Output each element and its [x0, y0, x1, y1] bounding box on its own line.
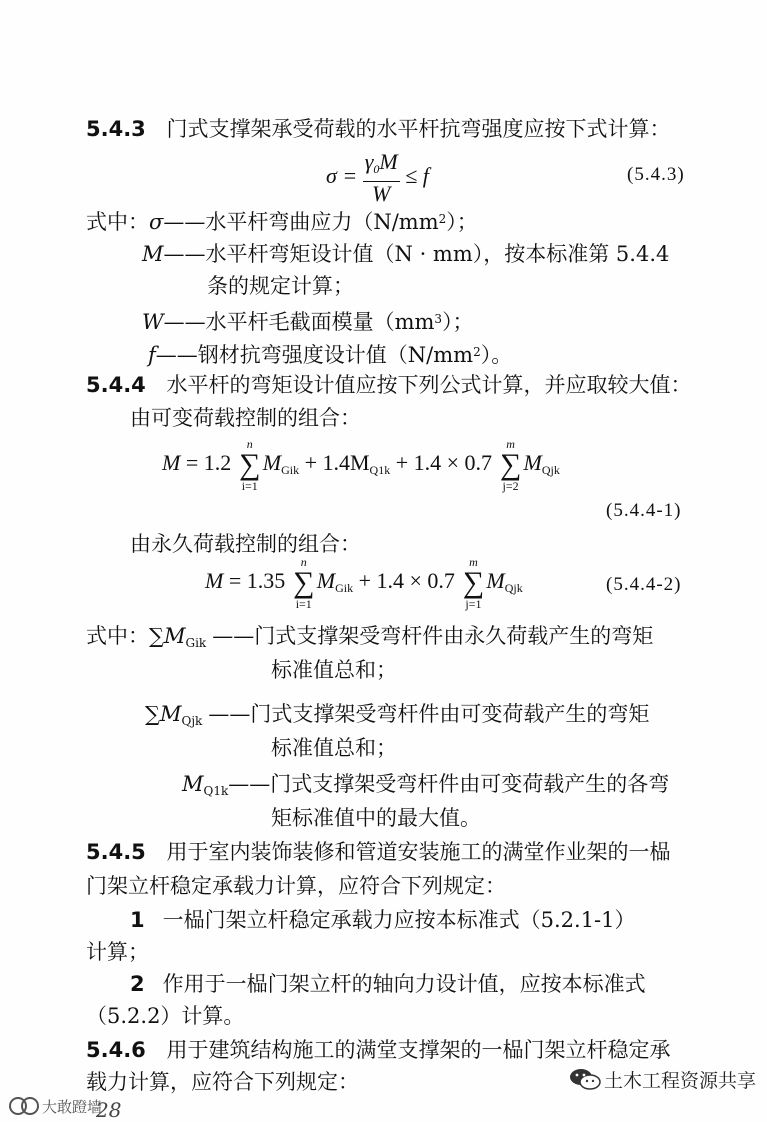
def-MQ1k-cont: 矩标准值中的最大值。 — [271, 806, 481, 830]
equation-number: (5.4.3) — [627, 164, 685, 185]
fraction: $\frac{\gamma_0M}{W}$ — [364, 149, 398, 206]
def-M-cont: 条的规定计算； — [207, 274, 354, 298]
def-sum-MGik-cont: 标准值总和； — [271, 658, 397, 682]
def-f: f——钢材抗弯强度设计值$(N/mm^2)$。 — [148, 343, 513, 367]
permanent-combo-intro: 由永久荷载控制的组合： — [130, 532, 361, 556]
section-text: 用于室内装饰装修和管道安装施工的满堂作业架的一榀 — [166, 840, 671, 864]
def-sum-MGik: 式中：$\sum M_{Gik}$ ——门式支撑架受弯杆件由永久荷载产生的弯矩 — [86, 624, 654, 650]
equation-5-4-4-2: M = 1.35 n ∑ i=1 $M_{Gik} + 1.4 \times 0.7$ m ∑ j=1 $M_{Qjk}$ — [205, 555, 523, 611]
section-number: 5.4.6 — [86, 1038, 146, 1062]
def-W: W——水平杆毛截面模量$(mm^3)$； — [142, 310, 474, 334]
section-5-4-6-line2: 载力计算，应符合下列规定： — [86, 1070, 359, 1094]
variable-combo-intro: 由可变荷载控制的组合： — [130, 406, 361, 430]
section-text: 水平杆的弯矩设计值应按下列公式计算，并应取较大值： — [166, 373, 692, 397]
item-1: 1 一榀门架立杆稳定承载力应按本标准式（5.2.1-1） — [130, 908, 636, 932]
sum-symbol: n ∑ i=1 — [293, 555, 315, 611]
equation-5-4-3: σ = $\frac{\gamma_0M}{W}$ ≤ f — [326, 149, 429, 206]
sum-symbol: m ∑ j=1 — [462, 555, 485, 611]
def-sum-MQjk-cont: 标准值总和； — [271, 736, 397, 760]
section-5-4-4-heading — [86, 371, 691, 399]
equation-5-4-4-1: M = 1.2 n ∑ i=1 $M_{Gik} + 1.4M_{Q1k} + 1.4 \times 0.7$ m ∑ j=2 $M_{Qjk}$ — [162, 437, 560, 493]
section-number: 5.4.3 — [86, 117, 146, 141]
section-number: 5.4.4 — [86, 373, 146, 397]
watermark-right: 土木工程资源共享 — [604, 1070, 757, 1092]
section-5-4-3-heading — [86, 115, 670, 143]
section-number: 5.4.5 — [86, 840, 146, 864]
item-2: 2 作用于一榀门架立杆的轴向力设计值，应按本标准式 — [130, 972, 646, 996]
page-number: 28 — [96, 1098, 122, 1122]
def-sum-MQjk: $\sum M_{Qjk}$ ——门式支撑架受弯杆件由可变荷载产生的弯矩 — [145, 702, 650, 728]
equation-number: (5.4.4-1) — [606, 500, 682, 521]
sum-symbol: m ∑ j=2 — [499, 437, 522, 493]
item-2-cont: （5.2.2）计算。 — [86, 1004, 245, 1028]
section-5-4-6-heading — [86, 1036, 670, 1064]
section-text: 用于建筑结构施工的满堂支撑架的一榀门架立杆稳定承 — [166, 1038, 671, 1062]
def-MQ1k: $M_{Q1k}——$门式支撑架受弯杆件由可变荷载产生的各弯 — [182, 772, 670, 798]
section-5-4-5-heading — [86, 838, 670, 866]
def-sigma: 式中：σ——水平杆弯曲应力$(N/mm^2)$； — [86, 210, 478, 234]
sum-symbol: n ∑ i=1 — [239, 437, 261, 493]
wechat-icon — [568, 1066, 602, 1092]
item-1-cont: 计算； — [86, 940, 149, 964]
def-M: M——水平杆弯矩设计值（N · mm），按本标准第 5.4.4 — [142, 242, 670, 266]
section-5-4-5-line2: 门架立杆稳定承载力计算，应符合下列规定： — [86, 874, 506, 898]
watermark-logo-icon — [8, 1093, 42, 1119]
equation-number: (5.4.4-2) — [606, 574, 682, 595]
section-text: 门式支撑架承受荷载的水平杆抗弯强度应按下式计算： — [166, 117, 671, 141]
watermark-left: 大敢蹬墙 — [42, 1098, 103, 1116]
